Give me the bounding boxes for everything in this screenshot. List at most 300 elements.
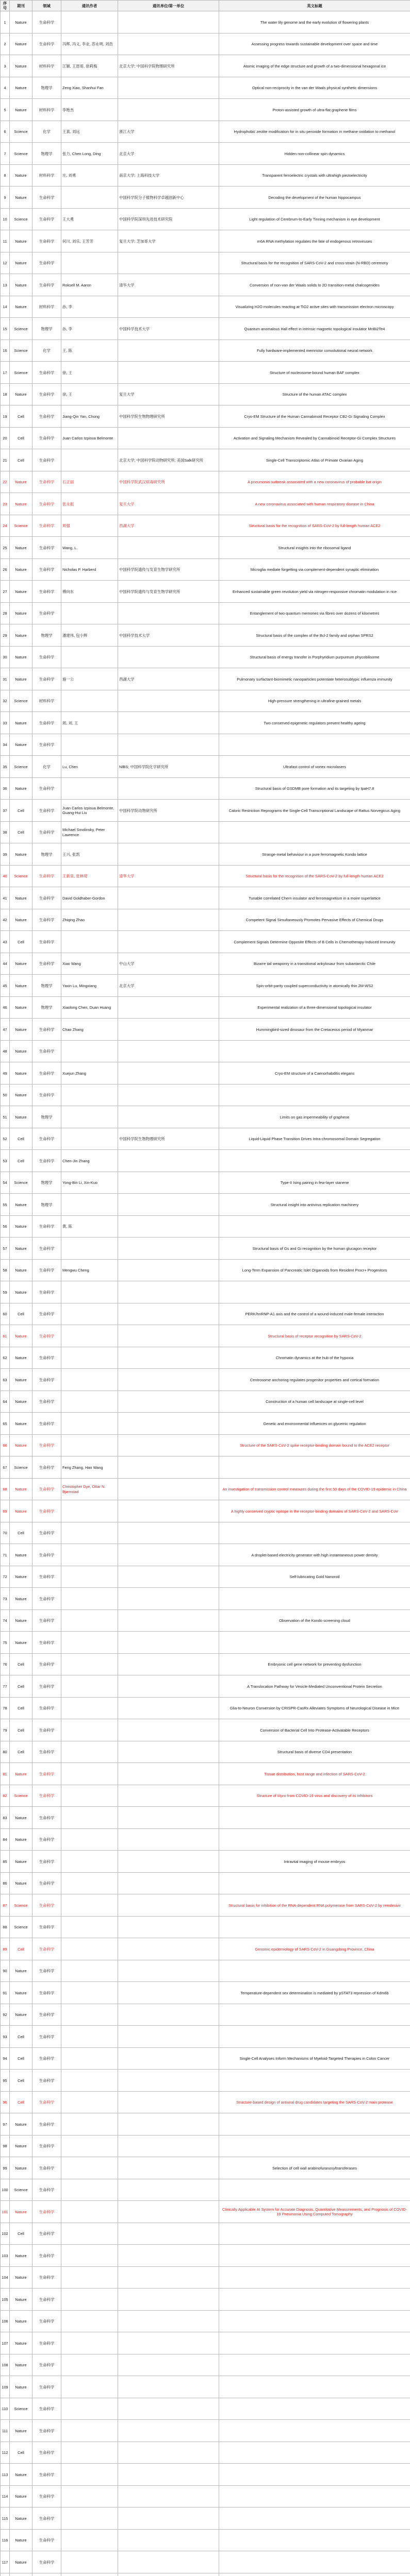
cell-title: Spin-orbit-parity coupled superconductivity in atomically thin 2M-WS2: [219, 975, 410, 997]
cell-journal: Science: [10, 2398, 32, 2420]
cell-authors: Mengwu Cheng: [61, 1259, 118, 1281]
cell-authors: [61, 2420, 118, 2442]
table-row: [1, 1544, 410, 1566]
cell-journal: Nature: [10, 1084, 32, 1106]
cell-affil: [118, 1172, 219, 1194]
cell-journal: Cell: [10, 427, 32, 449]
cell-no: 100: [1, 2179, 10, 2201]
cell-affil: [118, 996, 219, 1019]
cell-field: 生命科学: [32, 1675, 61, 1698]
table-row: [1, 1500, 410, 1522]
cell-authors: [61, 2442, 118, 2464]
cell-no: 87: [1, 1894, 10, 1917]
cell-no: 114: [1, 2485, 10, 2507]
table-row: [1, 2157, 410, 2179]
cell-no: 79: [1, 1719, 10, 1741]
cell-no: 96: [1, 2091, 10, 2113]
cell-title: A pneumonia outbreak associated with a new coronavirus of probable bat origin: [219, 471, 410, 493]
cell-field: 物理学: [32, 1194, 61, 1216]
cell-authors: [61, 1434, 118, 1456]
cell-journal: Nature: [10, 1325, 32, 1347]
table-row: [1, 1916, 410, 1938]
cell-journal: Nature: [10, 1238, 32, 1260]
cell-authors: [61, 2310, 118, 2332]
cell-no: 56: [1, 1215, 10, 1238]
cell-affil: [118, 1522, 219, 1544]
cell-title: Optical non-reciprocity in the van der Waals physical synthetic dimensions: [219, 77, 410, 99]
cell-affil: [118, 1434, 219, 1456]
cell-authors: [61, 1741, 118, 1763]
cell-affil: [118, 1062, 219, 1084]
table-row: [1, 1259, 410, 1281]
cell-authors: 徐, 王: [61, 383, 118, 405]
cell-affil: [118, 1719, 219, 1741]
cell-no: 16: [1, 340, 10, 362]
cell-authors: [61, 1828, 118, 1851]
table-row: [1, 581, 410, 603]
cell-journal: Nature: [10, 230, 32, 252]
cell-affil: [118, 1741, 219, 1763]
cell-field: 生命科学: [32, 821, 61, 843]
cell-authors: 何川, 刘乐, 王芳芳: [61, 230, 118, 252]
cell-journal: Nature: [10, 493, 32, 515]
cell-no: 73: [1, 1588, 10, 1610]
cell-authors: [61, 2004, 118, 2026]
cell-affil: 中山大学: [118, 953, 219, 975]
cell-authors: Lu, Chen: [61, 756, 118, 778]
cell-affil: [118, 2157, 219, 2179]
cell-authors: [61, 1938, 118, 1960]
cell-authors: [61, 690, 118, 712]
cell-field: 生命科学: [32, 1588, 61, 1610]
cell-field: 生命科学: [32, 909, 61, 931]
cell-authors: [61, 2223, 118, 2245]
table-row: [1, 405, 410, 428]
cell-title: [219, 2507, 410, 2530]
cell-affil: [118, 1391, 219, 1413]
cell-no: 37: [1, 800, 10, 822]
cell-authors: [61, 1522, 118, 1544]
table-row: [1, 756, 410, 778]
cell-affil: [118, 2135, 219, 2157]
cell-journal: Nature: [10, 2245, 32, 2267]
cell-authors: [61, 1194, 118, 1216]
cell-title: [219, 1916, 410, 1938]
cell-affil: [118, 427, 219, 449]
cell-no: 3: [1, 55, 10, 77]
cell-authors: [61, 2026, 118, 2048]
cell-no: 10: [1, 208, 10, 230]
cell-journal: Science: [10, 1916, 32, 1938]
cell-title: Competent Signal Simultaneously Promotes Pervasive Effects of Chemical Drugs: [219, 909, 410, 931]
cell-field: 生命科学: [32, 2179, 61, 2201]
cell-field: 物理学: [32, 843, 61, 866]
cell-journal: Nature: [10, 99, 32, 121]
table-row: [1, 164, 410, 187]
header-no: 序号: [1, 1, 10, 11]
cell-title: [219, 2135, 410, 2157]
cell-no: [1, 2573, 10, 2576]
cell-authors: [61, 1609, 118, 1632]
cell-field: 生命科学: [32, 2464, 61, 2486]
cell-title: Structure of nucleosome-bound human BAF complex: [219, 362, 410, 384]
cell-no: 17: [1, 362, 10, 384]
cell-title: Hummingbird-sized dinosaur from the Cretaceous period of Myanmar: [219, 1019, 410, 1041]
cell-field: 生命科学: [32, 1807, 61, 1829]
cell-affil: [118, 1697, 219, 1719]
cell-authors: [61, 1084, 118, 1106]
cell-authors: [61, 1544, 118, 1566]
cell-journal: Nature: [10, 2464, 32, 2486]
cell-journal: Nature: [10, 1413, 32, 1435]
cell-authors: [61, 1566, 118, 1588]
cell-no: 33: [1, 712, 10, 734]
cell-title: Structural basis of receptor recognition by SARS-CoV-2: [219, 1325, 410, 1347]
cell-title: [219, 2289, 410, 2311]
cell-authors: Chen-Jin Zhang: [61, 1150, 118, 1172]
cell-field: 生命科学: [32, 2354, 61, 2376]
cell-journal: Nature: [10, 975, 32, 997]
cell-journal: Nature: [10, 537, 32, 559]
table-row: [1, 1062, 410, 1084]
cell-no: 50: [1, 1084, 10, 1106]
cell-affil: [118, 2026, 219, 2048]
cell-no: 24: [1, 515, 10, 537]
table-row: [1, 1019, 410, 1041]
cell-title: Microglia mediate forgetting via complement-dependent synaptic elimination: [219, 558, 410, 581]
cell-authors: 冯辉, 冯义, 李业, 苏永明, 刘浩: [61, 33, 118, 55]
cell-title: [219, 1040, 410, 1062]
cell-title: Intravital imaging of mouse embryos: [219, 1851, 410, 1873]
cell-affil: [118, 2091, 219, 2113]
table-row: [1, 624, 410, 647]
cell-authors: [61, 1872, 118, 1894]
cell-affil: [118, 777, 219, 800]
cell-journal: Nature: [10, 1019, 32, 1041]
cell-journal: Nature: [10, 2266, 32, 2289]
cell-title: Single-Cell Transcriptomic Atlas of Primate Ovarian Aging: [219, 449, 410, 471]
cell-journal: Nature: [10, 712, 32, 734]
cell-no: 84: [1, 1828, 10, 1851]
cell-field: 生命科学: [32, 558, 61, 581]
table-row: [1, 1938, 410, 1960]
cell-field: 生命科学: [32, 734, 61, 756]
table-row: [1, 712, 410, 734]
table-row: [1, 800, 410, 822]
table-row: [1, 383, 410, 405]
cell-no: 75: [1, 1632, 10, 1654]
cell-title: Quantum anomalous Hall effect in intrinsic magnetic topological insulator MnBi2Te4: [219, 318, 410, 340]
cell-journal: Nature: [10, 1106, 32, 1128]
cell-field: 生命科学: [32, 1062, 61, 1084]
cell-field: 生命科学: [32, 1347, 61, 1369]
cell-affil: [118, 537, 219, 559]
cell-title: Entanglement of two quantum memories via fibres over dozens of kilometres: [219, 602, 410, 624]
cell-title: Two conserved epigenetic regulators prevent healthy ageing: [219, 712, 410, 734]
cell-affil: [118, 821, 219, 843]
cell-affil: 中国科学院生物物理研究所: [118, 1128, 219, 1150]
cell-title: Structure of Mpro from COVID-19 virus and discovery of its inhibitors: [219, 1785, 410, 1807]
cell-journal: Science: [10, 690, 32, 712]
cell-title: Enhanced sustainable green revolution yield via nitrogen-responsive chromatin modulation in rice: [219, 581, 410, 603]
cell-authors: Zhiqing Zhao: [61, 909, 118, 931]
cell-no: 107: [1, 2332, 10, 2354]
cell-no: 28: [1, 602, 10, 624]
cell-field: 物理学: [32, 996, 61, 1019]
cell-affil: 复旦大学: [118, 493, 219, 515]
table-row: [1, 252, 410, 274]
cell-journal: Nature: [10, 1434, 32, 1456]
cell-field: 生命科学: [32, 1281, 61, 1303]
cell-title: Light regulation of Cerebrum-to-Early Tinning mechanism in eye development: [219, 208, 410, 230]
cell-journal: Science: [10, 2179, 32, 2201]
table-row: [1, 1194, 410, 1216]
cell-affil: [118, 1916, 219, 1938]
cell-field: 生命科学: [32, 2135, 61, 2157]
table-row: [1, 777, 410, 800]
cell-affil: [118, 1281, 219, 1303]
cell-field: 生命科学: [32, 2266, 61, 2289]
cell-authors: [61, 1281, 118, 1303]
cell-no: 112: [1, 2442, 10, 2464]
table-row: [1, 187, 410, 209]
cell-no: 82: [1, 1785, 10, 1807]
cell-authors: [61, 2047, 118, 2070]
table-row: [1, 1456, 410, 1479]
cell-no: 83: [1, 1807, 10, 1829]
cell-no: 49: [1, 1062, 10, 1084]
cell-affil: [118, 2398, 219, 2420]
cell-journal: Cell: [10, 1128, 32, 1150]
cell-field: 生命科学: [32, 1960, 61, 1982]
cell-affil: [118, 602, 219, 624]
cell-journal: Cell: [10, 2223, 32, 2245]
cell-authors: [61, 1894, 118, 1917]
table-row: [1, 996, 410, 1019]
table-row: [1, 208, 410, 230]
cell-authors: 庄, 刘勇: [61, 164, 118, 187]
cell-affil: [118, 2266, 219, 2289]
cell-title: [219, 2529, 410, 2551]
cell-field: 生命科学: [32, 2551, 61, 2573]
cell-title: Chromatin dynamics at the hub of the hypoxia: [219, 1347, 410, 1369]
cell-field: 生命科学: [32, 2420, 61, 2442]
cell-affil: [118, 1675, 219, 1698]
cell-journal: [10, 2573, 32, 2576]
cell-field: 生命科学: [32, 1500, 61, 1522]
cell-affil: [118, 1413, 219, 1435]
cell-journal: Science: [10, 756, 32, 778]
cell-journal: Science: [10, 1456, 32, 1479]
cell-affil: [118, 1238, 219, 1260]
cell-journal: Cell: [10, 2070, 32, 2092]
cell-journal: Nature: [10, 2507, 32, 2530]
cell-title: An investigation of transmission control measures during the first 50 days of the COVID-19 epidemic in China: [219, 1478, 410, 1500]
cell-affil: [118, 2420, 219, 2442]
cell-authors: Roksell M. Aaron: [61, 274, 118, 296]
cell-affil: [118, 1982, 219, 2004]
cell-authors: [61, 1413, 118, 1435]
table-row: [1, 602, 410, 624]
cell-affil: 北京大学; 中国科学院动物研究所; 美国Salk研究所: [118, 449, 219, 471]
cell-journal: Nature: [10, 11, 32, 33]
cell-no: 116: [1, 2529, 10, 2551]
cell-title: A highly conserved cryptic epitope in the receptor-binding domains of SARS-CoV-2 and SARS-CoV: [219, 1500, 410, 1522]
cell-no: 22: [1, 471, 10, 493]
cell-affil: [118, 2047, 219, 2070]
cell-field: 生命科学: [32, 1522, 61, 1544]
table-row: [1, 515, 410, 537]
cell-title: [219, 1828, 410, 1851]
table-row: [1, 2135, 410, 2157]
cell-field: 生命科学: [32, 602, 61, 624]
cell-journal: Nature: [10, 2135, 32, 2157]
cell-no: 98: [1, 2135, 10, 2157]
cell-journal: Nature: [10, 1588, 32, 1610]
cell-authors: [61, 1347, 118, 1369]
cell-journal: Science: [10, 515, 32, 537]
cell-field: 生命科学: [32, 2310, 61, 2332]
cell-no: 21: [1, 449, 10, 471]
cell-field: 材料科学: [32, 55, 61, 77]
table-row: [1, 2310, 410, 2332]
cell-field: 生命科学: [32, 953, 61, 975]
cell-journal: Nature: [10, 2113, 32, 2136]
cell-authors: [61, 1500, 118, 1522]
cell-authors: [61, 1391, 118, 1413]
cell-journal: Nature: [10, 1281, 32, 1303]
cell-journal: Nature: [10, 558, 32, 581]
cell-title: Structural basis of energy transfer in Porphyridium purpureum phycobilisome: [219, 646, 410, 668]
cell-field: 物理学: [32, 77, 61, 99]
cell-journal: Nature: [10, 1369, 32, 1391]
cell-journal: Cell: [10, 1719, 32, 1741]
cell-affil: [118, 1194, 219, 1216]
table-row: [1, 1084, 410, 1106]
cell-no: 81: [1, 1763, 10, 1785]
cell-field: 生命科学: [32, 1128, 61, 1150]
cell-field: 生命科学: [32, 1084, 61, 1106]
header-journal: 期刊: [10, 1, 32, 11]
cell-authors: 徐, 王: [61, 362, 118, 384]
cell-field: 化学: [32, 340, 61, 362]
cell-no: 101: [1, 2201, 10, 2223]
cell-no: 34: [1, 734, 10, 756]
table-row: [1, 2091, 410, 2113]
cell-no: 1: [1, 11, 10, 33]
table-row: [1, 1522, 410, 1544]
cell-journal: Nature: [10, 2420, 32, 2442]
cell-title: Structural basis for the recognition of SARS-CoV-2 and cross-strain (N-RBD) ceremony: [219, 252, 410, 274]
cell-field: 生命科学: [32, 2442, 61, 2464]
cell-authors: [61, 2289, 118, 2311]
cell-authors: [61, 1303, 118, 1325]
cell-journal: Nature: [10, 2529, 32, 2551]
header-affiliation: 通讯单位/第一单位: [118, 1, 219, 11]
cell-title: Tissue distribution, host range and infection of SARS-CoV-2: [219, 1763, 410, 1785]
cell-no: 66: [1, 1434, 10, 1456]
cell-authors: [61, 2376, 118, 2398]
cell-field: 生命科学: [32, 274, 61, 296]
cell-journal: Cell: [10, 2442, 32, 2464]
cell-title: Type-II Ising pairing in few-layer stanene: [219, 1172, 410, 1194]
cell-no: 86: [1, 1872, 10, 1894]
cell-authors: [61, 2507, 118, 2530]
cell-authors: [61, 602, 118, 624]
cell-authors: 潘建伟, 包小辉: [61, 624, 118, 647]
cell-authors: [61, 1697, 118, 1719]
cell-field: 生命科学: [32, 1785, 61, 1807]
cell-no: 95: [1, 2070, 10, 2092]
cell-title: [219, 1281, 410, 1303]
cell-field: 生命科学: [32, 1609, 61, 1632]
table-row: [1, 1347, 410, 1369]
cell-no: 74: [1, 1609, 10, 1632]
cell-no: 11: [1, 230, 10, 252]
cell-field: 生命科学: [32, 230, 61, 252]
cell-field: 生命科学: [32, 2113, 61, 2136]
cell-authors: [61, 2551, 118, 2573]
cell-affil: [118, 1019, 219, 1041]
cell-field: 生命科学: [32, 2070, 61, 2092]
cell-field: 生命科学: [32, 2376, 61, 2398]
table-row: [1, 2507, 410, 2530]
cell-no: 61: [1, 1325, 10, 1347]
cell-field: 物理学: [32, 1172, 61, 1194]
cell-no: 76: [1, 1653, 10, 1675]
cell-field: 生命科学: [32, 2289, 61, 2311]
cell-affil: [118, 1807, 219, 1829]
cell-authors: [61, 2135, 118, 2157]
cell-field: 物理学: [32, 1106, 61, 1128]
cell-journal: Nature: [10, 646, 32, 668]
table-row: [1, 1851, 410, 1873]
cell-journal: Science: [10, 340, 32, 362]
cell-no: 57: [1, 1238, 10, 1260]
table-row: [1, 821, 410, 843]
cell-journal: Science: [10, 865, 32, 887]
cell-journal: Nature: [10, 581, 32, 603]
cell-affil: [118, 2113, 219, 2136]
cell-field: 生命科学: [32, 471, 61, 493]
cell-title: Hydrophobic zeolite modification for in situ peroxide formation in methane oxidation to methanol: [219, 121, 410, 143]
table-row: [1, 2201, 410, 2223]
table-row: [1, 99, 410, 121]
cell-journal: Science: [10, 1172, 32, 1194]
cell-authors: [61, 1106, 118, 1128]
cell-journal: Cell: [10, 2091, 32, 2113]
cell-title: [219, 1872, 410, 1894]
cell-field: 生命科学: [32, 252, 61, 274]
table-row: [1, 2070, 410, 2092]
cell-authors: David Goldhaber-Gordon: [61, 887, 118, 909]
cell-field: 生命科学: [32, 1215, 61, 1238]
cell-no: 29: [1, 624, 10, 647]
cell-authors: 王, 陈: [61, 340, 118, 362]
table-row: [1, 2420, 410, 2442]
cell-journal: Nature: [10, 2157, 32, 2179]
cell-affil: [118, 1828, 219, 1851]
cell-no: 97: [1, 2113, 10, 2136]
table-row: [1, 2113, 410, 2136]
cell-title: [219, 2113, 410, 2136]
cell-authors: Zeng Xiao, Shanhui Fan: [61, 77, 118, 99]
cell-title: [219, 1588, 410, 1610]
cell-field: 生命科学: [32, 1763, 61, 1785]
cell-authors: 石正丽: [61, 471, 118, 493]
cell-field: 生命科学: [32, 1478, 61, 1500]
cell-affil: [118, 362, 219, 384]
